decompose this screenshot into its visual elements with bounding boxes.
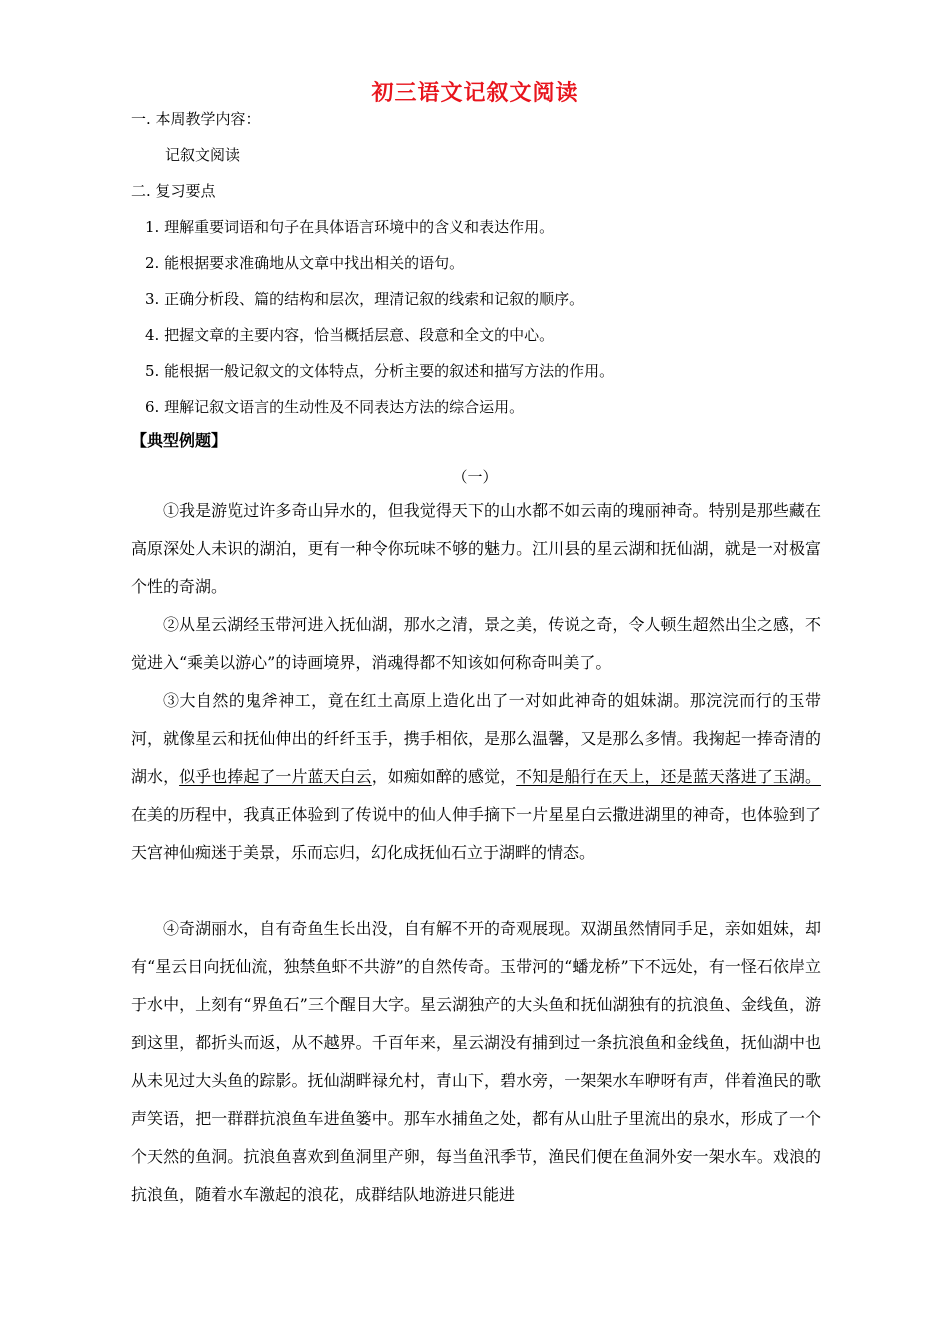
passage-paragraph-1 [131,492,821,606]
review-point-3: 3. 正确分析段、篇的结构和层次，理清记叙的线索和记叙的顺序。 [145,290,585,308]
paragraph-3-part-b: ，如痴如醉的感觉， [371,767,517,786]
passage-label: （一） [452,468,498,486]
passage-paragraph-4 [131,910,821,1214]
review-point-6: 6. 理解记叙文语言的生动性及不同表达方法的综合运用。 [145,398,525,416]
underlined-sentence-1: 似乎也捧起了一片蓝天白云 [179,767,372,786]
paragraph-2-text: ②从星云湖经玉带河进入抚仙湖，那水之清，景之美，传说之奇，令人顿生超然出尘之感，不觉进入“乘美以游心”的诗画境界，消魂得都不知该如何称奇叫美了。 [131,615,821,672]
section2-heading: 二. 复习要点 [131,182,216,200]
paragraph-3-part-c: 在美的历程中，我真正体验到了传说中的仙人伸手摘下一片星星白云撒进湖里的神奇，也体验到了天宫神仙痴迷于美景，乐而忘归，幻化成抚仙石立于湖畔的情态。 [131,805,821,862]
section1-heading: 一. 本周教学内容： [131,110,261,128]
section1-content: 记叙文阅读 [165,146,241,164]
passage-paragraph-3 [131,682,821,872]
passage-paragraph-2 [131,606,821,682]
paragraph-4-text: ④奇湖丽水，自有奇鱼生长出没，自有解不开的奇观展现。双湖虽然情同手足，亲如姐妹，却有“星云日向抚仙流，独禁鱼虾不共游”的自然传奇。玉带河的“蟠龙桥”下不远处，有一怪石依岸立于水中，上刻有“界鱼石”三个醒目大字。星云湖独产的大头鱼和抚仙湖独有的抗浪鱼、金线鱼，游到这里，都折头而返，从不越界。千百年来，星云湖没有捕到过一条抗浪鱼和金线鱼，抚仙湖中也从未见过大头鱼的踪影。抚仙湖畔禄允村，青山下，碧水旁，一架架水车咿呀有声，伴着渔民的歌声笑语，把一群群抗浪鱼车进鱼篓中。那车水捕鱼之处，都有从山肚子里流出的泉水，形成了一个个天然的鱼洞。抗浪鱼喜欢到鱼洞里产卵，每当鱼汛季节，渔民们便在鱼洞外安一架水车。戏浪的抗浪鱼，随着水车激起的浪花，成群结队地游进只能进 [131,919,821,1204]
page-title: 初三语文记叙文阅读 [371,80,579,106]
review-point-1: 1. 理解重要词语和句子在具体语言环境中的含义和表达作用。 [145,218,555,236]
examples-heading: 【典型例题】 [131,431,228,450]
underlined-sentence-2: 不知是船行在天上，还是蓝天落进了玉湖。 [516,767,821,786]
review-point-5: 5. 能根据一般记叙文的文体特点，分析主要的叙述和描写方法的作用。 [145,362,615,380]
review-point-4: 4. 把握文章的主要内容，恰当概括层意、段意和全文的中心。 [145,326,555,344]
paragraph-1-text: ①我是游览过许多奇山异水的，但我觉得天下的山水都不如云南的瑰丽神奇。特别是那些藏在高原深处人未识的湖泊，更有一种令你玩味不够的魅力。江川县的星云湖和抚仙湖，就是一对极富个性的奇湖。 [131,501,821,596]
paragraph-3-part-a: ③大自然的鬼斧神工，竟在红土高原上造化出了一对如此神奇的姐妹湖。那浣浣而行的玉带河，就像星云和抚仙伸出的纤纤玉手，携手相依，是那么温馨，又是那么多情。我掬起一捧奇清的湖水， [131,691,821,786]
paragraph-3-text [131,682,821,872]
review-point-2: 2. 能根据要求准确地从文章中找出相关的语句。 [145,254,465,272]
